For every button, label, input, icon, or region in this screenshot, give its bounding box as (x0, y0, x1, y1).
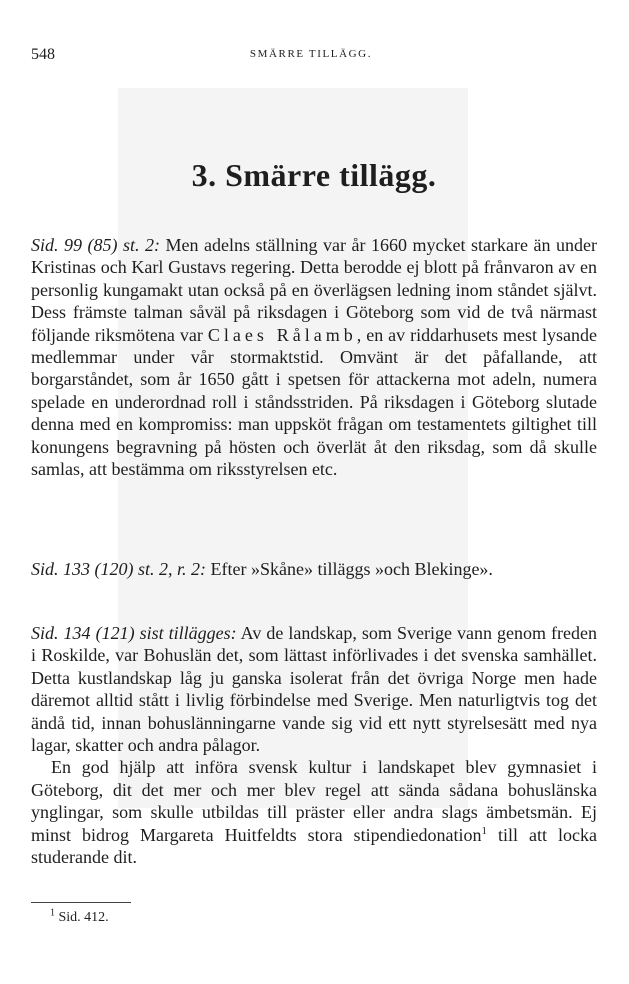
running-head: SMÄRRE TILLÄGG. (249, 48, 373, 60)
note-text: , en av riddarhusets mest lysande medlemmar under vår stormaktstid. Omvänt är det påfallande, att borgarståndet, som år 1650 gått i spetsen för attackerna mot adeln, numera spelade en underordnad roll i ståndsstriden. På riksdagen i Göteborg slutade denna med en kompromiss: man uppsköt frågan om testamentets giltighet till konungens begravning på hösten och överlät åt den riksdag, som då skulle samlas, att bestämma om riksstyrelsen etc. (31, 324, 597, 480)
note-text: Av de landskap, som Sverige vann genom freden i Roskilde, var Bohuslän det, som lättast införlivades i det svenska samhället. Detta kustlandskap låg ju ganska isolerat från det övriga Norge men hade däremot alltid stått i livlig förbindelse med Sverige. Men naturligtvis tog det ändå tid, innan bohuslänningarne vande sig vid ett nytt styrelsesätt med nya lagar, skatter och andra pålagor. (31, 623, 597, 756)
note-text: till att locka studerande dit. (31, 824, 597, 868)
section-title: 3. Smärre tillägg. (191, 157, 437, 193)
footnote (50, 907, 109, 926)
footnote-text: Sid. 412. (58, 910, 109, 925)
note-reference: Sid. 134 (121) sist tillägges: (31, 623, 237, 643)
note-text: En god hjälp att införa svensk kultur i landskapet blev gymnasiet i Göteborg, dit det mer och mer blev regel att sända sådana bohuslänska ynglingar, som skulle utbildas till präster eller andra slags ämbetsmän. Ej minst bidrog Margareta Huitfeldts stora stipendiedonation (31, 757, 597, 845)
note-reference: Sid. 99 (85) st. 2: (31, 235, 161, 255)
footnote-marker: 1 (481, 824, 488, 837)
note-paragraph (31, 558, 597, 580)
note-text: Men adelns ställning var år 1660 mycket starkare än under Kristinas och Karl Gustavs regering. Detta berodde ej blott på frånvaron av en personlig kungamakt utan också på en överlägsen ledning inom ståndet självt. Dess främste talman såväl på riksdagen i Göteborg som vid de två närmast följande riksmötena var (31, 235, 597, 345)
note-paragraph (31, 756, 597, 868)
note-sid-99 (31, 234, 597, 480)
note-sid-133 (31, 558, 597, 580)
note-reference: Sid. 133 (120) st. 2, r. 2: (31, 559, 206, 579)
note-paragraph (31, 234, 597, 480)
note-text: Efter »Skåne» tilläggs »och Blekinge». (206, 559, 493, 579)
footnote-number: 1 (50, 907, 55, 919)
footnote-divider (31, 902, 131, 903)
person-name: Claes Rålamb (207, 324, 357, 345)
note-sid-134 (31, 622, 597, 868)
page-number: 548 (31, 46, 55, 63)
note-paragraph (31, 622, 597, 756)
